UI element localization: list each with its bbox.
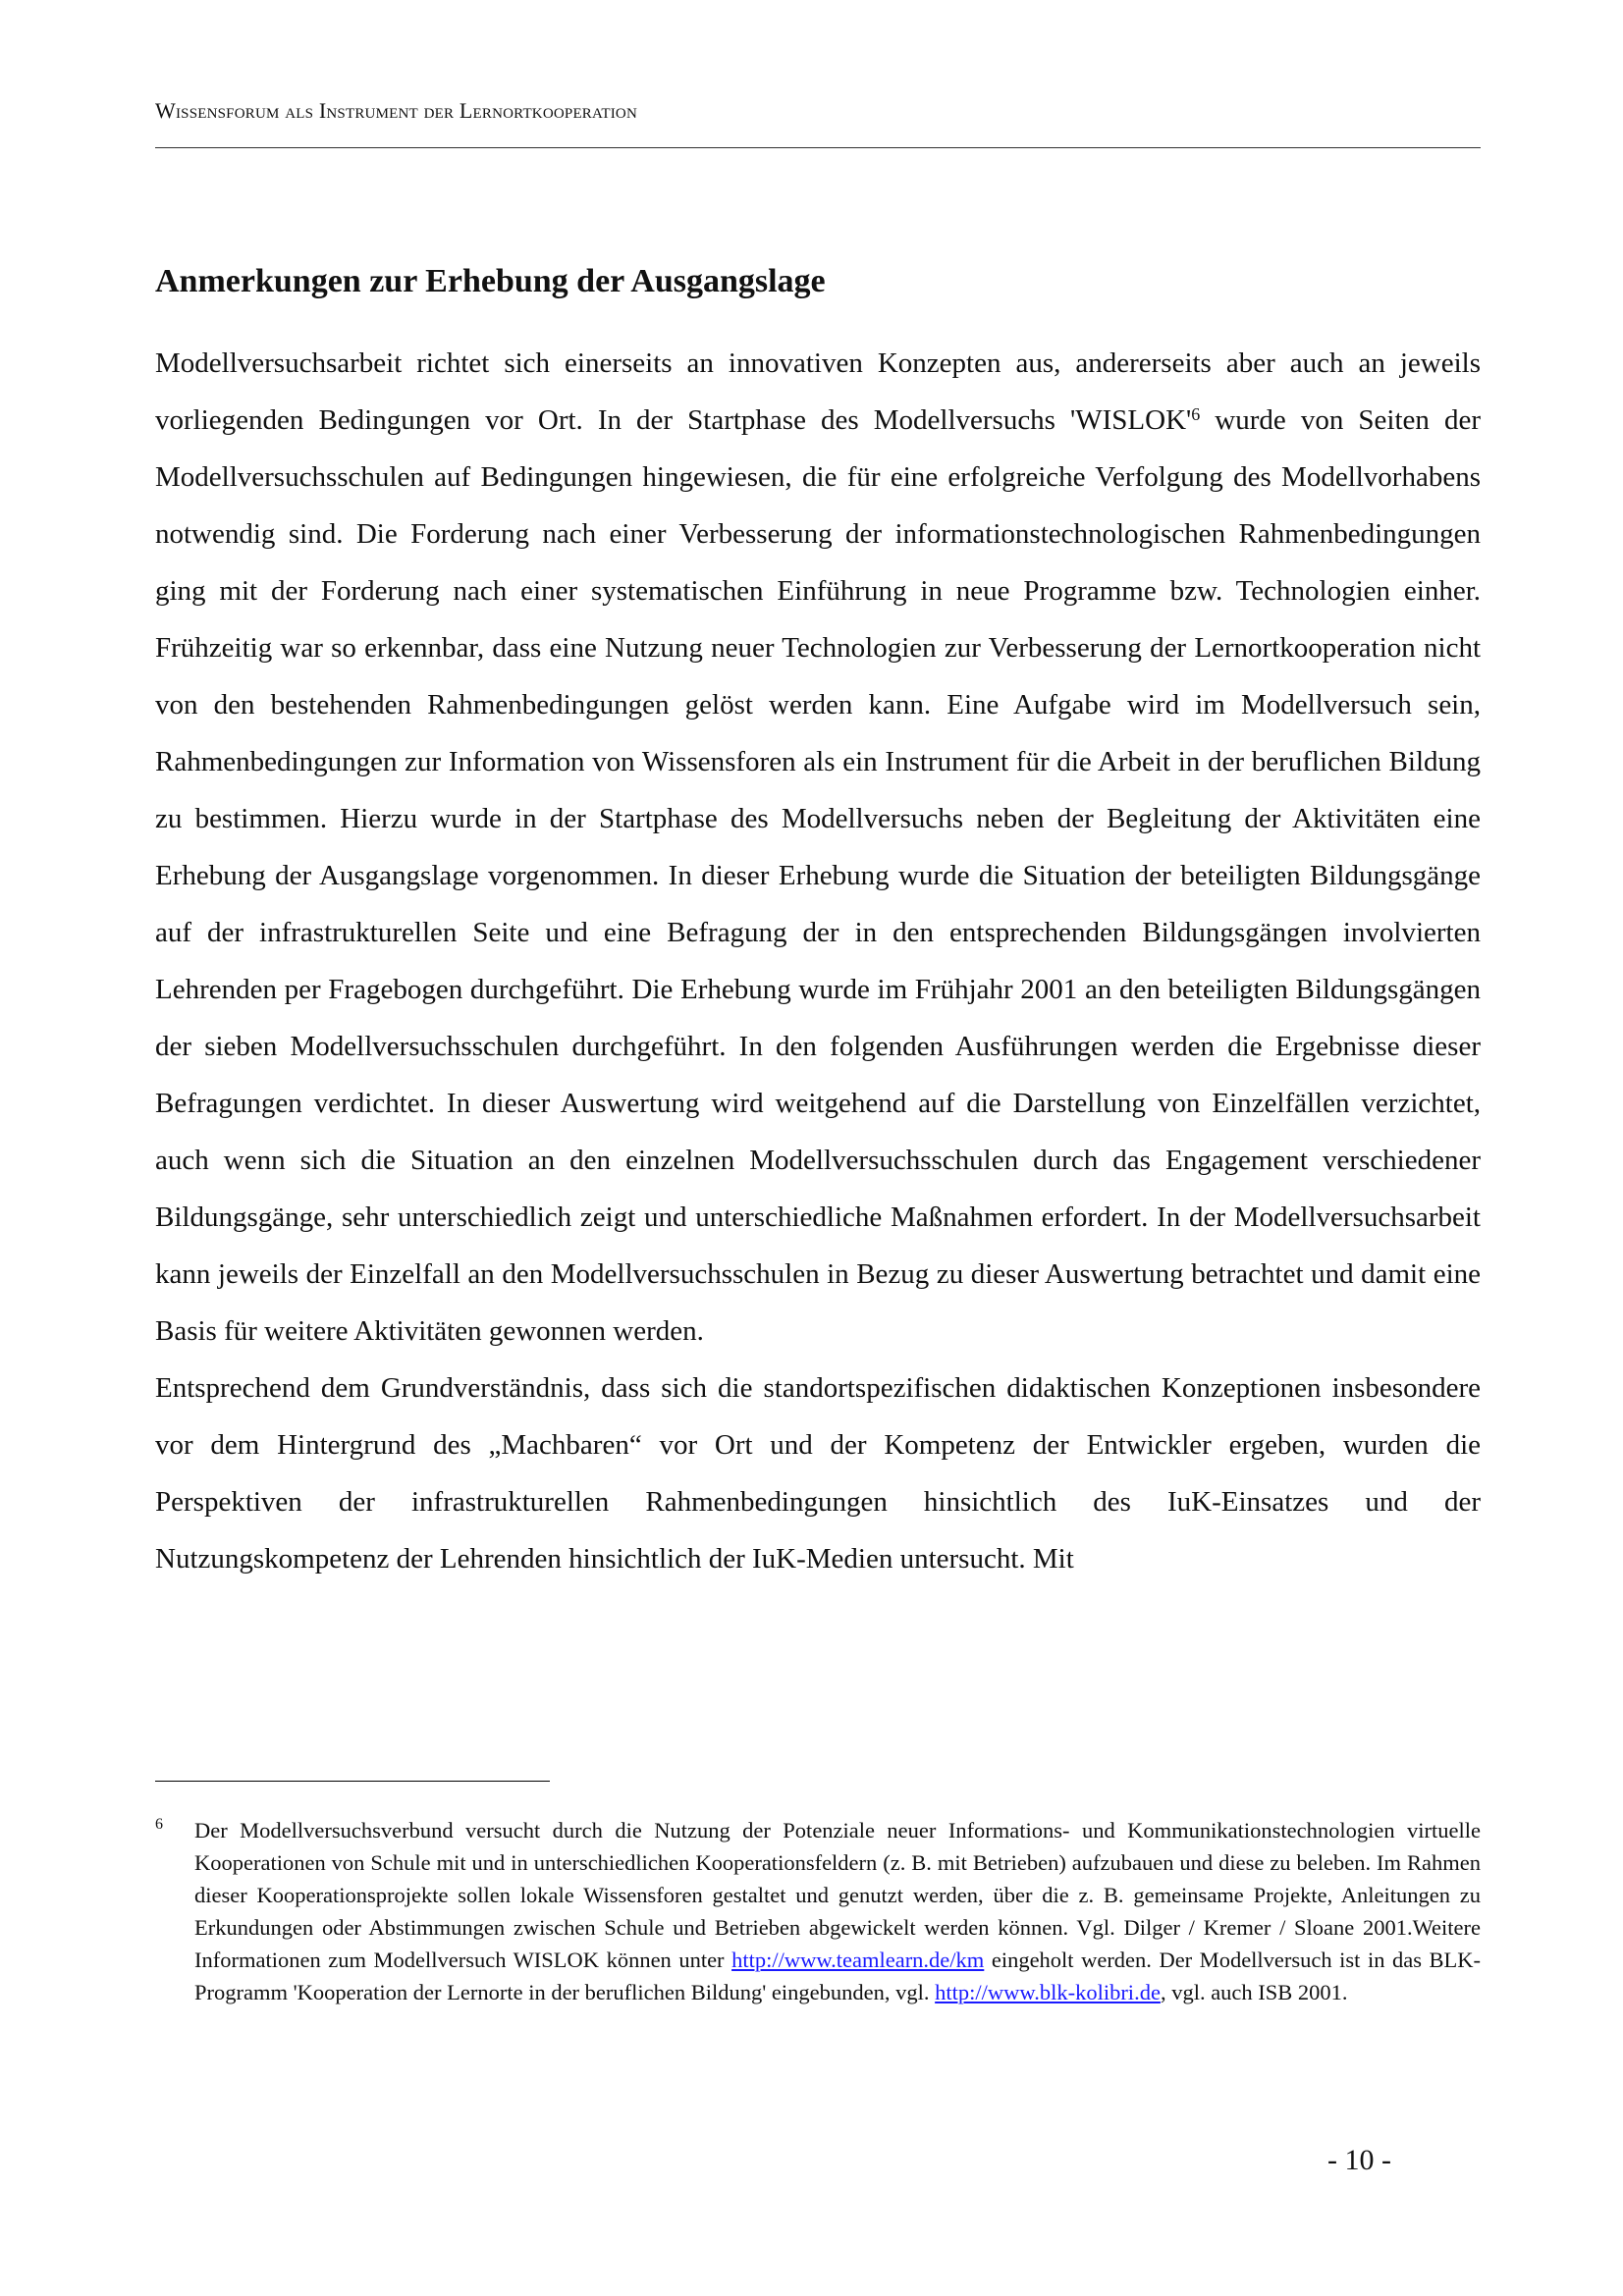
footnote-text-part-3: , vgl. auch ISB 2001. — [1160, 1980, 1348, 2004]
footnote-reference[interactable]: 6 — [1191, 404, 1201, 424]
footnote-text-part-1: Der Modellversuchsverbund versucht durch die Nutzung der Potenziale neuer Informations- und Kommunikationstechnologien virtuelle Kooperationen von Schule mit und in unterschiedlichen Kooperationsfeldern (z. B. mit Betrieben) aufzubauen und diese zu beleben. Im Rahmen dieser Kooperationsprojekte sollen lokale Wissensforen gestaltet und genutzt werden, über die z. B. gemeinsame Projekte, Anleitungen zu Erkundungen oder Abstimmungen zwischen Schule und Betrieben abgewickelt werden können. Vgl. Dilger / Kremer / Sloane 2001.Weitere Informationen zum Modellversuch WISLOK können unter — [194, 1818, 1481, 1972]
paragraph-1-text-b: wurde von Seiten der Modellversuchsschulen auf Bedingungen hingewiesen, die für eine erfolgreiche Verfolgung des Modellvorhabens notwendig sind. Die Forderung nach einer Verbesserung der informationstechnologischen Rahmenbedingungen ging mit der Forderung nach einer systematischen Einführung in neue Programme bzw. Technologien einher. Frühzeitig war so erkennbar, dass eine Nutzung neuer Technologien zur Verbesserung der Lernortkooperation nicht von den bestehenden Rahmenbedingungen gelöst werden kann. Eine Aufgabe wird im Modellversuch sein, Rahmenbedingungen zur Information von Wissensforen als ein Instrument für die Arbeit in der beruflichen Bildung zu bestimmen. Hierzu wurde in der Startphase des Modellversuchs neben der Begleitung der Aktivitäten eine Erhebung der Ausgangslage vorgenommen. In dieser Erhebung wurde die Situation der beteiligten Bildungsgänge auf der infrastrukturellen Seite und eine Befragung der in den entsprechenden Bildungsgängen involvierten Lehrenden per Fragebogen durchgeführt. Die Erhebung wurde im Frühjahr 2001 an den beteiligten Bildungsgängen der sieben Modellversuchsschulen durchgeführt. In den folgenden Ausführungen werden die Ergebnisse dieser Befragungen verdichtet. In dieser Auswertung wird weitgehend auf die Darstellung von Einzelfällen verzichtet, auch wenn sich die Situation an den einzelnen Modellversuchsschulen durch das Engagement verschiedener Bildungsgänge, sehr unterschiedlich zeigt und unterschiedliche Maßnahmen erfordert. In der Modellversuchsarbeit kann jeweils der Einzelfall an den Modellversuchsschulen in Bezug zu dieser Auswertung betrachtet und damit eine Basis für weitere Aktivitäten gewonnen werden. — [155, 404, 1481, 1347]
running-header: Wissensforum als Instrument der Lernortkooperation — [155, 98, 638, 123]
footnote-text — [194, 1814, 1481, 2008]
paragraph-2: Entsprechend dem Grundverständnis, dass sich die standortspezifischen didaktischen Konzeptionen insbesondere vor dem Hintergrund des „Machbaren“ vor Ort und der Kompetenz der Entwickler ergeben, wurden die Perspektiven der infrastrukturellen Rahmenbedingungen hinsichtlich des IuK-Einsatzes und der Nutzungskompetenz der Lehrenden hinsichtlich der IuK-Medien untersucht. Mit — [155, 1372, 1481, 1575]
paragraph-1-text-a: Modellversuchsarbeit richtet sich einerseits an innovativen Konzepten aus, andererseits aber auch an jeweils vorliegenden Bedingungen vor Ort. In der Startphase des Modellversuchs 'WISLOK' — [155, 347, 1481, 436]
header-divider — [155, 147, 1481, 148]
footnote — [155, 1814, 1481, 2008]
page-number: - 10 - — [1327, 2144, 1391, 2176]
body-text — [155, 335, 1481, 1587]
blk-kolibri-link[interactable]: http://www.blk-kolibri.de — [935, 1980, 1161, 2004]
footnote-separator — [155, 1781, 550, 1782]
footnote-number: 6 — [155, 1816, 163, 1833]
teamlearn-link[interactable]: http://www.teamlearn.de/km — [731, 1948, 985, 1972]
section-heading: Anmerkungen zur Erhebung der Ausgangslage — [155, 263, 826, 299]
footnote-text-part-2: eingeholt werden. Der Modellversuch ist in das BLK-Programm 'Kooperation der Lernorte in der beruflichen Bildung' eingebunden, vgl. — [194, 1948, 1481, 2004]
paragraph-1 — [155, 335, 1481, 1360]
